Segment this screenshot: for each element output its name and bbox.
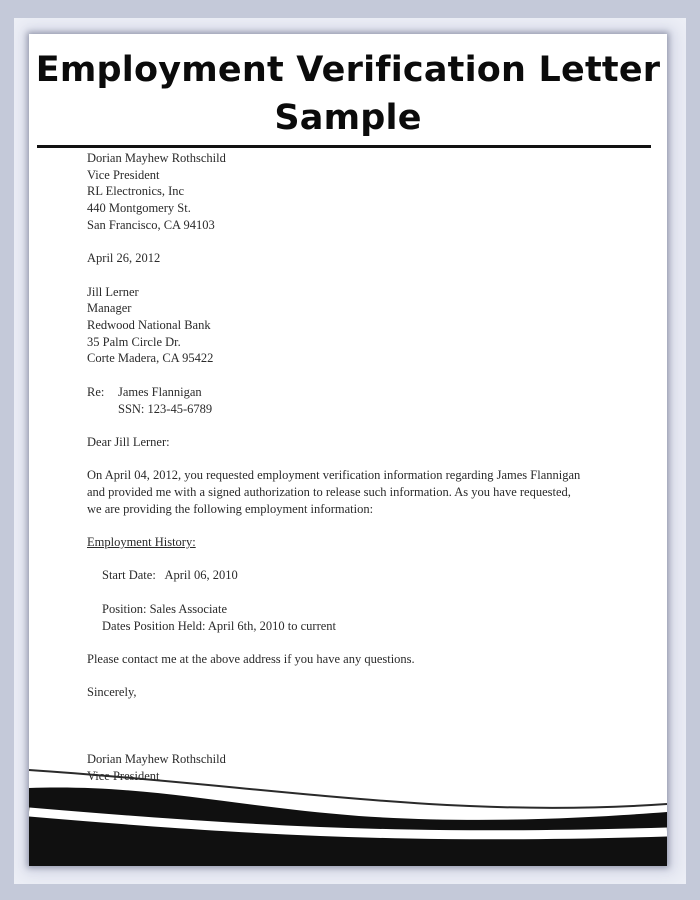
letter-body: [87, 150, 647, 785]
body-line-2: and provided me with a signed authorization to release such information. As you have requested,: [87, 484, 571, 499]
recipient-block: [87, 284, 647, 368]
sender-name: Dorian Mayhew Rothschild: [87, 151, 226, 165]
recipient-company: Redwood National Bank: [87, 318, 211, 332]
recipient-position: Manager: [87, 301, 132, 316]
history-position: Position: Sales Associate: [102, 601, 227, 616]
signature-position: Vice President: [87, 768, 160, 783]
body-line-3: we are providing the following employment information:: [87, 501, 374, 516]
letter-sheet: [29, 34, 667, 866]
contact-line: Please contact me at the above address if you have any questions.: [87, 651, 415, 666]
recipient-name: Jill Lerner: [87, 284, 139, 299]
re-name: James Flannigan: [118, 384, 202, 399]
sender-company: RL Electronics, Inc: [87, 184, 185, 199]
closing: Sincerely,: [87, 685, 137, 700]
recipient-city: Corte Madera, CA 95422: [87, 351, 214, 366]
re-block: [87, 384, 647, 417]
history-dates: Dates Position Held: April 6th, 2010 to current: [102, 618, 337, 633]
re-label: Re:: [87, 384, 105, 399]
body-line-1: On April 04, 2012, you requested employment verification information regarding James Flannigan: [87, 468, 581, 483]
signature-name: Dorian Mayhew Rothschild: [87, 752, 226, 767]
recipient-street: 35 Palm Circle Dr.: [87, 334, 181, 349]
re-ssn: SSN: 123-45-6789: [118, 401, 213, 416]
letter-date: April 26, 2012: [87, 251, 161, 266]
sender-city: San Francisco, CA 94103: [87, 217, 215, 232]
history-start-date: Start Date: April 06, 2010: [102, 568, 238, 583]
history-heading: Employment History:: [87, 535, 196, 550]
title-line-1: Employment Verification Letter: [35, 50, 661, 90]
title-divider: [37, 145, 651, 148]
sender-position: Vice President: [87, 167, 160, 182]
salutation: Dear Jill Lerner:: [87, 434, 170, 449]
decorative-wave-footer: [29, 766, 667, 866]
page-title: [29, 46, 667, 142]
body-paragraph: [87, 467, 647, 517]
sender-block: [87, 150, 647, 234]
title-line-2: Sample: [274, 98, 422, 138]
sender-street: 440 Montgomery St.: [87, 201, 191, 216]
